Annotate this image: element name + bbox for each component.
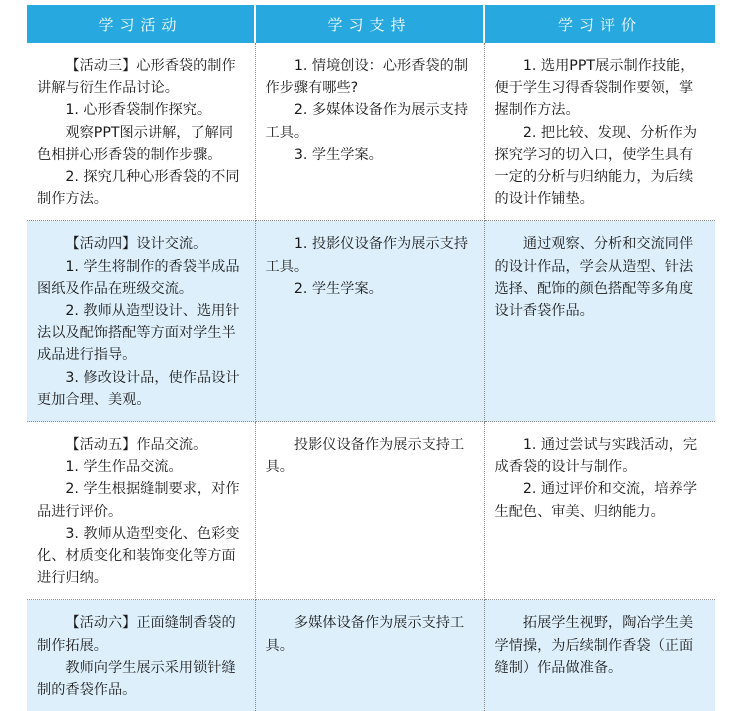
activity-line: 教师向学生展示采用锁针缝制的香袋作品。 bbox=[37, 659, 236, 699]
table-row bbox=[27, 600, 715, 711]
activity-line: 2. 教师从造型设计、选用针法以及配饰搭配等方面对学生半成品进行指导。 bbox=[37, 303, 240, 364]
activity-heading: 【活动四】设计交流。 bbox=[65, 236, 208, 253]
support-line: 多媒体设备作为展示支持工具。 bbox=[265, 615, 465, 654]
activity-heading: 【活动五】作品交流。 bbox=[65, 437, 208, 454]
activity-heading: 【活动三】心形香袋的制作讲解与衍生作品讨论。 bbox=[37, 58, 236, 97]
evaluation-line: 拓展学生视野，陶冶学生美学情操，为后续制作香袋（正面缝制）作品做准备。 bbox=[494, 615, 694, 676]
support-cell bbox=[255, 221, 484, 422]
support-line: 1. 投影仪设备作为展示支持工具。 bbox=[265, 236, 469, 275]
table-row bbox=[27, 422, 715, 600]
evaluation-line: 2. 把比较、发现、分析作为探究学习的切入口，使学生具有一定的分析与归纳能力，为后续的设计作铺垫。 bbox=[494, 124, 698, 208]
activity-line: 观察PPT图示讲解，了解同色相拼心形香袋的制作步骤。 bbox=[37, 124, 234, 163]
evaluation-line: 1. 选用PPT展示制作技能，便于学生习得香袋制作要领，掌握制作方法。 bbox=[494, 58, 695, 119]
activity-heading: 【活动六】正面缝制香袋的制作拓展。 bbox=[37, 615, 236, 654]
activity-line: 1. 学生将制作的香袋半成品图纸及作品在班级交流。 bbox=[37, 258, 240, 297]
activity-cell bbox=[27, 600, 255, 711]
support-line: 投影仪设备作为展示支持工具。 bbox=[265, 437, 465, 476]
header-learning-activity: 学习活动 bbox=[27, 5, 255, 43]
support-line: 2. 学生学案。 bbox=[293, 280, 383, 297]
evaluation-cell bbox=[484, 43, 715, 221]
evaluation-line: 1. 通过尝试与实践活动，完成香袋的设计与制作。 bbox=[494, 437, 698, 476]
support-cell bbox=[255, 43, 484, 221]
table-row bbox=[27, 43, 715, 221]
table-row bbox=[27, 221, 715, 422]
activity-line: 1. 心形香袋制作探究。 bbox=[65, 102, 212, 119]
activity-line: 3. 教师从造型变化、色彩变化、材质变化和装饰变化等方面进行归纳。 bbox=[37, 525, 240, 587]
support-line: 1. 情境创设：心形香袋的制作步骤有哪些? bbox=[265, 58, 469, 97]
support-line: 3. 学生学案。 bbox=[293, 146, 383, 163]
header-learning-evaluation: 学习评价 bbox=[484, 5, 715, 43]
lesson-table-container bbox=[27, 5, 715, 711]
activity-cell bbox=[27, 422, 255, 600]
activity-cell bbox=[27, 221, 255, 422]
evaluation-cell bbox=[484, 600, 715, 711]
lesson-table bbox=[27, 5, 715, 711]
activity-line: 2. 探究几种心形香袋的不同制作方法。 bbox=[37, 169, 240, 208]
support-cell bbox=[255, 600, 484, 711]
evaluation-line: 2. 通过评价和交流，培养学生配色、审美、归纳能力。 bbox=[494, 481, 698, 520]
activity-line: 3. 修改设计品，使作品设计更加合理、美观。 bbox=[37, 369, 240, 408]
support-line: 2. 多媒体设备作为展示支持工具。 bbox=[265, 102, 469, 141]
evaluation-cell bbox=[484, 422, 715, 600]
activity-cell bbox=[27, 43, 255, 221]
activity-line: 1. 学生作品交流。 bbox=[65, 459, 183, 476]
activity-line: 2. 学生根据缝制要求，对作品进行评价。 bbox=[37, 481, 240, 520]
evaluation-line: 通过观察、分析和交流同伴的设计作品，学会从造型、针法选择、配饰的颜色搭配等多角度设计香袋作品。 bbox=[494, 236, 694, 320]
header-learning-support: 学习支持 bbox=[255, 5, 484, 43]
evaluation-cell bbox=[484, 221, 715, 422]
table-header-row bbox=[27, 5, 715, 43]
support-cell bbox=[255, 422, 484, 600]
